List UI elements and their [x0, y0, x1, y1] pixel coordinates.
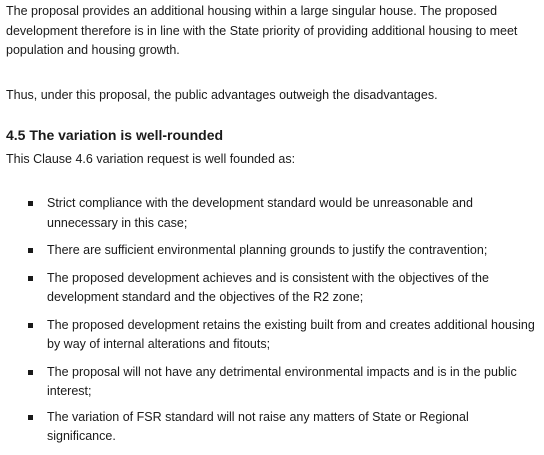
- list-item: [0, 241, 544, 261]
- paragraph-clause-intro: This Clause 4.6 variation request is well founded as:: [6, 152, 296, 166]
- list-item-text: The proposed development retains the existing built from and creates additional housing by way of internal alterations and fitouts;: [47, 317, 535, 351]
- list-item: [0, 316, 544, 355]
- square-bullet-icon: [28, 370, 33, 375]
- square-bullet-icon: [28, 323, 33, 328]
- list-item-text: The variation of FSR standard will not raise any matters of State or Regional significance.: [47, 409, 469, 443]
- section-heading: 4.5 The variation is well-rounded: [6, 127, 224, 143]
- list-item: [0, 408, 544, 447]
- paragraph-public-advantages: Thus, under this proposal, the public advantages outweigh the disadvantages.: [6, 88, 438, 102]
- square-bullet-icon: [28, 415, 33, 420]
- list-item: [0, 269, 544, 308]
- list-item-text: The proposal will not have any detrimental environmental impacts and is in the public interest;: [47, 364, 517, 398]
- square-bullet-icon: [28, 276, 33, 281]
- square-bullet-icon: [28, 248, 33, 253]
- list-item: [0, 363, 544, 402]
- list-item-text: Strict compliance with the development standard would be unreasonable and unnecessary in this case;: [47, 196, 473, 230]
- list-item-text: The proposed development achieves and is consistent with the objectives of the development standard and the objectives of the R2 zone;: [47, 270, 489, 304]
- bullet-list: [0, 194, 544, 455]
- list-item-text: There are sufficient environmental planning grounds to justify the contravention;: [47, 243, 488, 257]
- list-item: [0, 194, 544, 233]
- square-bullet-icon: [28, 201, 33, 206]
- paragraph-housing-priority: The proposal provides an additional housing within a large singular house. The proposed development therefore is in line with the State priority of providing additional housing to meet population and housing growth.: [6, 4, 518, 57]
